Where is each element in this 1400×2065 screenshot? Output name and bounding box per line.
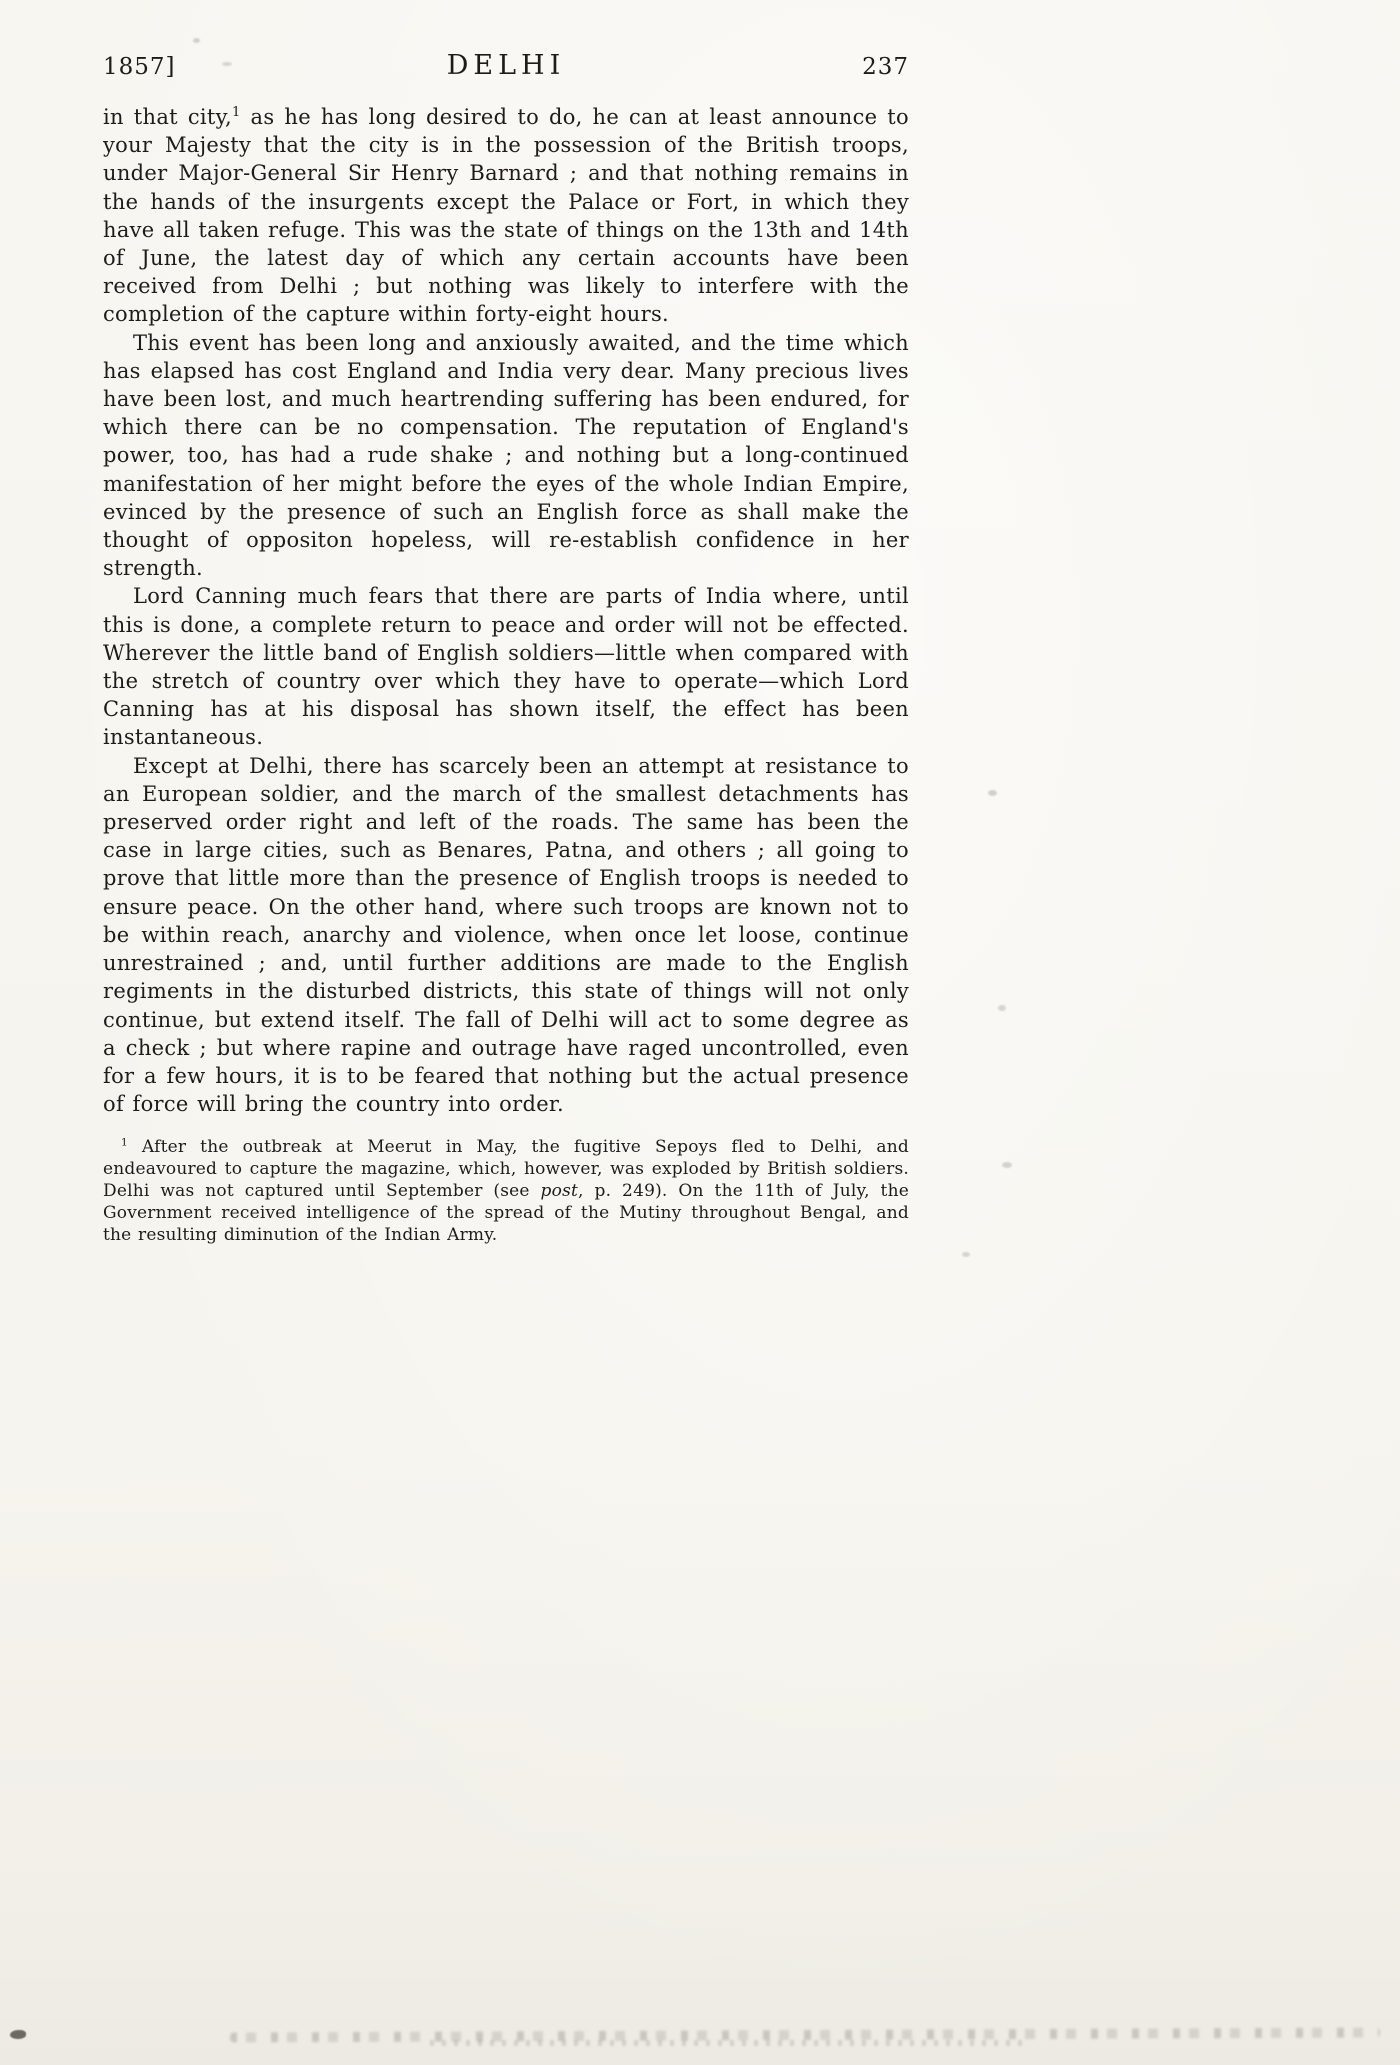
paragraph — [103, 752, 909, 1119]
scan-artifact-corner-mark — [10, 2030, 26, 2039]
footnote-marker: 1 — [232, 105, 241, 120]
page-header — [103, 50, 909, 81]
text-run: After the outbreak at Meerut in May, the fugitive Sepoys fled to Delhi, and endeavoured to capture the magazine, which, however, was exploded by British soldiers. Delhi was not captured until September (see — [103, 1137, 909, 1202]
scan-artifact-speck — [962, 1252, 970, 1257]
paragraph — [103, 329, 909, 583]
text-run: as he has long desired to do, he can at least announce to your Majesty that the city is in the possession of the British troops, under Major-General Sir Henry Barnard ; and that nothing remains in the hands of the insurgents except the Palace or Fort, in which they have all taken refuge. This was the state of things on the 13th and 14th of June, the latest day of which any certain accounts have been received from Delhi ; but nothing was likely to interfere with the completion of the capture within forty-eight hours. — [103, 105, 909, 327]
header-title: DELHI — [446, 50, 566, 81]
page-content — [103, 50, 909, 1246]
text-run: , p. 249). On the 11th of July, the Government received intelligence of the spread of the Mutiny throughout Bengal, and the resulting diminution of the Indian Army. — [103, 1181, 909, 1246]
scan-artifact-speck — [193, 38, 200, 43]
scan-artifact-bottom-smudge — [230, 2027, 1380, 2042]
footnote — [103, 1136, 909, 1246]
header-page-number: 237 — [862, 54, 909, 80]
paragraph — [103, 582, 909, 751]
scan-artifact-speck — [1002, 1162, 1012, 1168]
text-run: Except at Delhi, there has scarcely been an attempt at resistance to an European soldier, and the march of the smallest detachments has preserved order right and left of the roads. The same has been the case in large cities, such as Benares, Patna, and others ; all going to prove that little more than the presence of English troops is needed to ensure peace. On the other hand, where such troops are known not to be within reach, anarchy and violence, when once let loose, continue unrestrained ; and, until further additions are made to the English regiments in the disturbed districts, this state of things will not only continue, but extend itself. The fall of Delhi will act to some degree as a check ; but where rapine and outrage have raged uncontrolled, even for a few hours, it is to be feared that nothing but the actual presence of force will bring the country into order. — [103, 753, 909, 1117]
scan-artifact-speck — [998, 1005, 1006, 1011]
scan-artifact-bottom-smudge-2 — [430, 2040, 1030, 2046]
footnote-marker: 1 — [121, 1136, 128, 1149]
text-run: Lord Canning much fears that there are parts of India where, until this is done, a complete return to peace and order will not be effected. Wherever the little band of English soldiers—little when compared with the stretch of country over which they have to operate—which Lord Canning has at his disposal has shown itself, the effect has been instantaneous. — [103, 584, 909, 750]
body-paragraphs — [103, 103, 909, 1118]
paragraph — [103, 103, 909, 329]
emphasis-text: post — [540, 1181, 579, 1202]
text-run: This event has been long and anxiously awaited, and the time which has elapsed has cost England and India very dear. Many precious lives have been lost, and much heartrending suffering has been endured, for which there can be no compensation. The reputation of England's power, too, has had a rude shake ; and nothing but a long-continued manifestation of her might before the eyes of the whole Indian Empire, evinced by the presence of such an English force as shall make the thought of oppositon hopeless, will re-establish confidence in her strength. — [103, 330, 909, 581]
header-year: 1857] — [103, 54, 176, 80]
scan-artifact-speck — [988, 790, 997, 796]
text-run: in that city, — [103, 105, 233, 129]
